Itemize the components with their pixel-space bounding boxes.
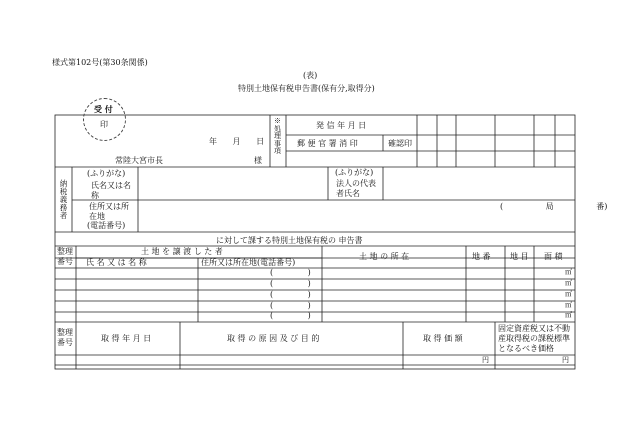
acquisition-date-header: 取 得 年 月 日	[101, 334, 152, 343]
rep-furigana-label: (ふりがな)	[335, 168, 374, 177]
taxpayer-label: 納税義務者	[59, 179, 68, 221]
table1-row-paren: ( )	[270, 279, 311, 288]
table1-no-label: 整理番号	[57, 247, 73, 266]
name-column-header: 氏 名 又 は 名 称	[86, 258, 147, 267]
table1-row-unit: ㎡	[565, 290, 572, 298]
area-column-header: 面 積	[544, 252, 563, 261]
receipt-stamp-top: 受 付	[94, 104, 113, 114]
section1-title: に対して課する特別土地保有税の 申告書	[216, 236, 363, 245]
tax-base-header: 固定資産税又は不動産取得税の課税標準となるべき価格	[498, 324, 570, 353]
furigana-label: (ふりがな)	[87, 169, 126, 178]
price-yen-unit: 円	[482, 356, 489, 364]
table1-row-paren: ( )	[270, 290, 311, 299]
table1-row-paren: ( )	[270, 311, 311, 320]
table1-row-unit: ㎡	[565, 268, 572, 276]
category-column-header: 地 目	[510, 252, 529, 261]
acquisition-reason-header: 取 得 の 原 因 及 び 目 的	[227, 334, 320, 343]
date-field-label: 年 月 日	[209, 137, 265, 146]
acquisition-price-header: 取 得 価 額	[423, 334, 463, 343]
office-number-label: ( 局 番)	[500, 202, 608, 211]
form-title: 特別土地保有税申告書(保有分,取得分)	[238, 84, 375, 93]
rep-name-label: 法人の代表者氏名	[336, 179, 376, 198]
phone-label: (電話番号)	[87, 221, 126, 230]
form-number: 様式第102号(第30条関係)	[52, 58, 148, 67]
base-yen-unit: 円	[562, 356, 569, 364]
honorific: 様	[254, 156, 262, 165]
table1-row-unit: ㎡	[565, 311, 572, 319]
location-column-header: 土 地 の 所 在	[359, 252, 410, 261]
address-label: 住所又は所在地	[89, 202, 129, 221]
confirm-seal-label: 確認印	[388, 139, 412, 148]
table1-row-paren: ( )	[270, 301, 311, 310]
receipt-stamp	[83, 98, 126, 141]
transferor-header: 土 地 を 譲 渡 し た 者	[141, 247, 223, 256]
table2-no-label: 整理番号	[57, 328, 73, 347]
table1-row-unit: ㎡	[565, 301, 572, 309]
side-label: (表)	[303, 71, 318, 80]
receipt-stamp-bottom: 印	[100, 120, 108, 129]
table1-row-unit: ㎡	[565, 279, 572, 287]
address-column-header: 住所又は所在地(電話番号)	[201, 258, 296, 267]
name-label: 氏名又は名称	[91, 181, 131, 200]
dispatch-date-label: 発 信 年 月 日	[316, 121, 367, 130]
lot-column-header: 地 番	[472, 252, 491, 261]
office-use-label: ※処理事項	[274, 117, 281, 156]
addressee: 常陸大宮市長	[115, 156, 163, 165]
postmark-label: 郵 便 官 署 消 印	[297, 139, 358, 148]
table1-row-paren: ( )	[270, 268, 311, 277]
